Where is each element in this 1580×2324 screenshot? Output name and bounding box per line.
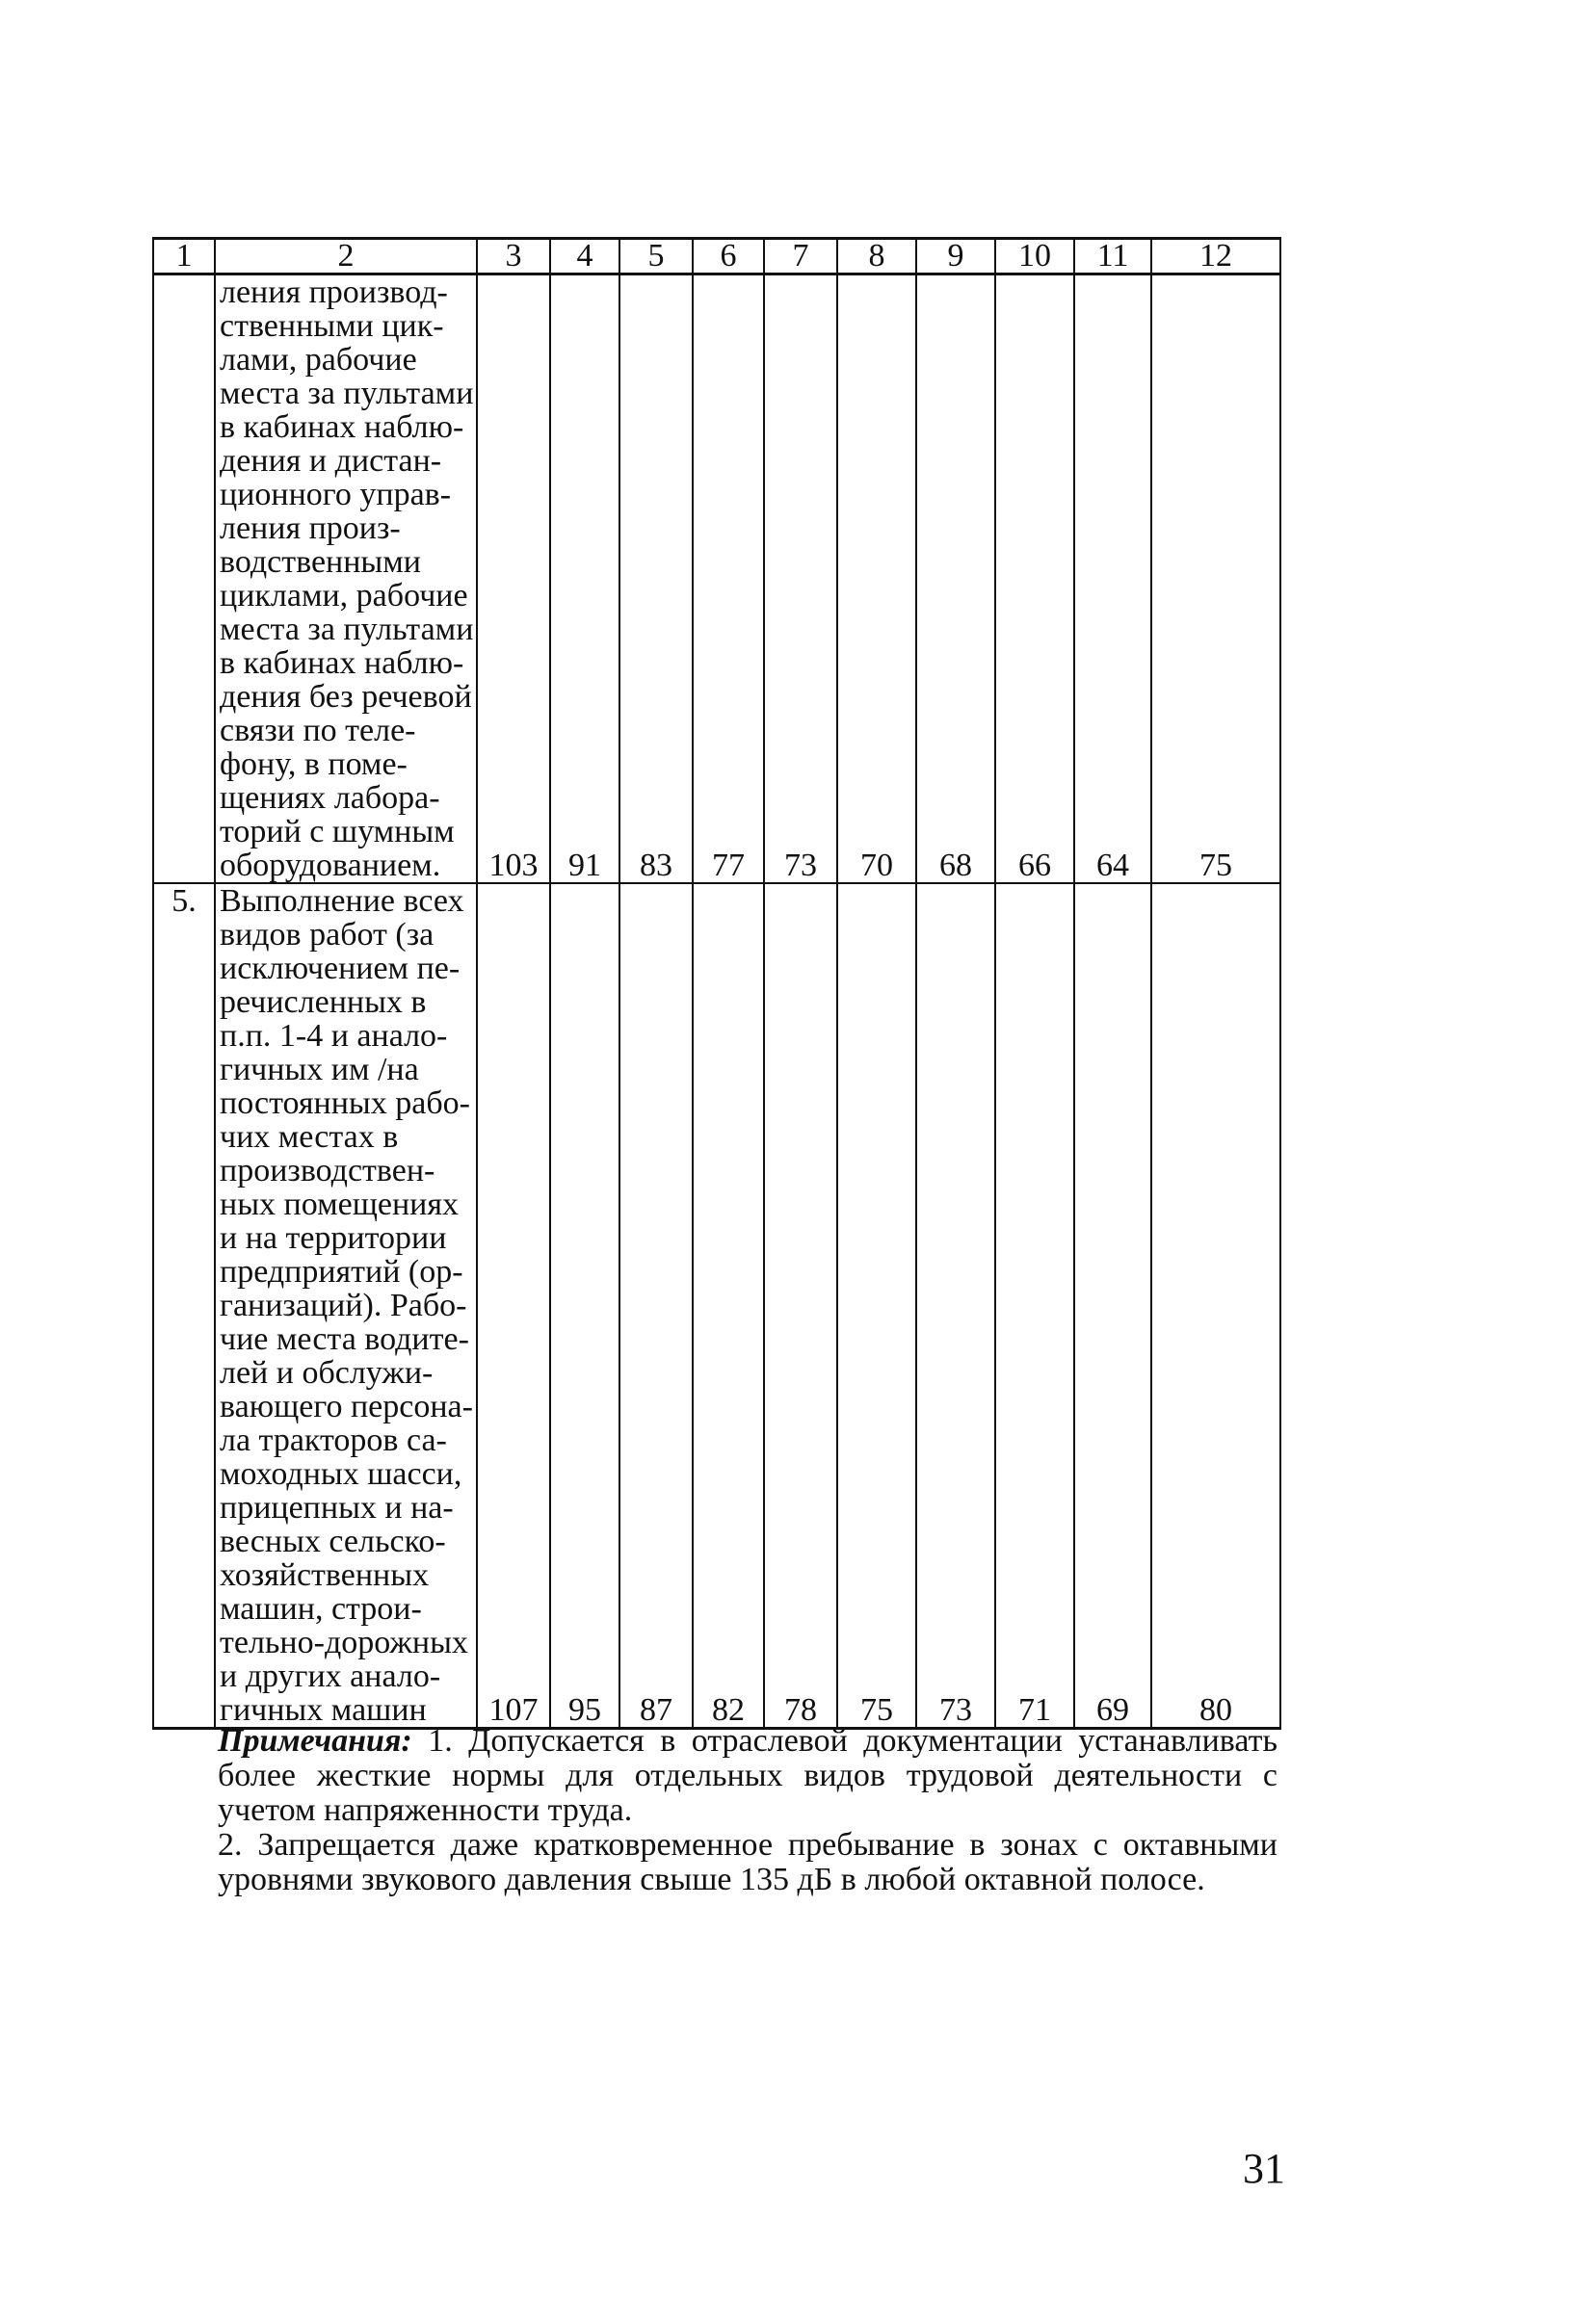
sound-level-value: 73 — [764, 274, 837, 884]
column-header: 1 — [153, 239, 215, 274]
sound-level-value: 73 — [916, 883, 995, 1729]
sound-level-value: 66 — [995, 274, 1074, 884]
sound-level-value: 64 — [1074, 274, 1151, 884]
column-header: 5 — [619, 239, 693, 274]
column-header: 3 — [477, 239, 550, 274]
column-header: 4 — [550, 239, 619, 274]
sound-level-value: 82 — [693, 883, 764, 1729]
note-1 — [218, 1724, 1277, 1828]
equivalent-level-value: 75 — [1151, 274, 1280, 884]
notes-section — [218, 1724, 1277, 1897]
sound-level-value: 68 — [916, 274, 995, 884]
column-header: 10 — [995, 239, 1074, 274]
noise-norms-table — [152, 237, 1281, 1730]
sound-level-value: 83 — [619, 274, 693, 884]
table-header-row — [153, 239, 1280, 274]
workplace-description: Выполнение всех видов работ (за исключением пе- речисленных в п.п. 1-4 и анало- гичных им /на постоянных рабо- чих местах в производствен- ных помещениях и на территории предприятий (ор- ганизаций). Рабо- чие места водите- лей и обслужи- вающего персона- ла тракторов са- моходных шасси, прицепных и на- весных сельско- хозяйственных машин, строи- тельно-дорожных и других анало- гичных машин — [215, 883, 477, 1729]
column-header: 6 — [693, 239, 764, 274]
table-row — [153, 883, 1280, 1729]
workplace-description: ления производ- ственными цик- лами, рабочие места за пультами в кабинах наблю- дения и дистан- ционного управ- ления произ- водственными циклами, рабочие места за пультами в кабинах наблю- дения без речевой связи по теле- фону, в поме- щениях лабора- торий с шумным оборудованием. — [215, 274, 477, 884]
sound-level-value: 103 — [477, 274, 550, 884]
column-header: 12 — [1151, 239, 1280, 274]
column-header: 2 — [215, 239, 477, 274]
sound-level-value: 69 — [1074, 883, 1151, 1729]
sound-level-value: 75 — [837, 883, 916, 1729]
sound-level-value: 70 — [837, 274, 916, 884]
column-header: 8 — [837, 239, 916, 274]
sound-level-value: 95 — [550, 883, 619, 1729]
column-header: 9 — [916, 239, 995, 274]
sound-level-value: 87 — [619, 883, 693, 1729]
column-header: 11 — [1074, 239, 1151, 274]
row-number: 5. — [153, 883, 215, 1729]
sound-level-value: 91 — [550, 274, 619, 884]
equivalent-level-value: 80 — [1151, 883, 1280, 1729]
column-header: 7 — [764, 239, 837, 274]
sound-level-value: 71 — [995, 883, 1074, 1729]
sound-level-value: 107 — [477, 883, 550, 1729]
sound-level-value: 77 — [693, 274, 764, 884]
notes-label: Примечания: — [218, 1723, 412, 1759]
table-row — [153, 274, 1280, 884]
page-number: 31 — [1243, 2145, 1285, 2192]
note-1-text: 1. Допускается в отраслевой документации устанавливать более жесткие нормы для отдельных видов трудовой деятельности с учетом напряженности труда. — [218, 1723, 1277, 1828]
row-number — [153, 274, 215, 884]
note-2: 2. Запрещается даже кратковременное пребывание в зонах с октавными уровнями звукового давления свыше 135 дБ в любой октавной полосе. — [218, 1827, 1277, 1897]
sound-level-value: 78 — [764, 883, 837, 1729]
